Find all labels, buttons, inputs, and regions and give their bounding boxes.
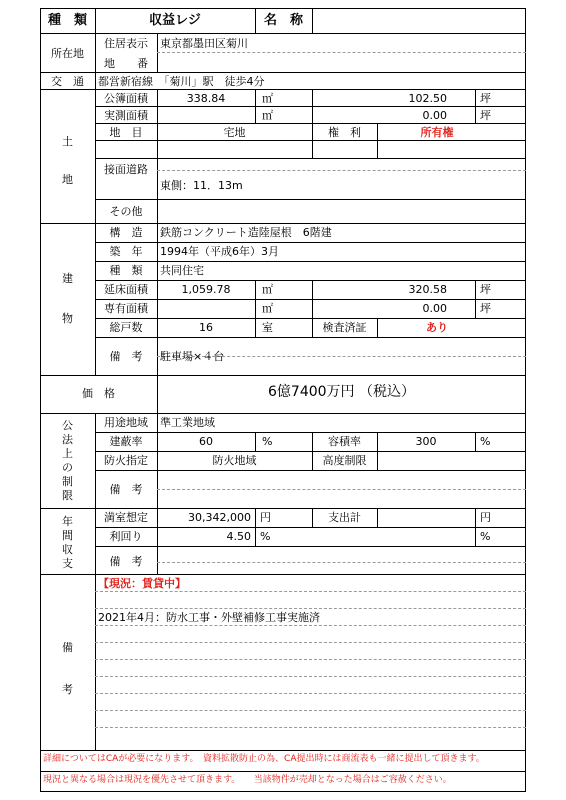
yield-value: 4.50 <box>226 530 251 543</box>
transport-label: 交 通 <box>51 75 84 88</box>
bcr-label: 建蔽率 <box>109 435 143 448</box>
tsubo-unit: 坪 <box>480 302 491 315</box>
full-income-value: 30,342,000 <box>188 511 251 524</box>
m2-unit: ㎡ <box>262 109 273 122</box>
income-section-char-2: 間 <box>62 529 73 542</box>
legal-section-char-5: 制 <box>62 475 73 488</box>
income-section-char-4: 支 <box>62 557 73 570</box>
legal-section-char-1: 公 <box>62 419 73 432</box>
percent-unit: % <box>262 435 273 448</box>
rights-value: 所有権 <box>420 126 454 139</box>
full-income-label: 満室想定 <box>104 511 148 524</box>
yen-unit: 円 <box>480 511 491 524</box>
building-remarks-label: 備 考 <box>109 350 143 363</box>
name-label: 名 称 <box>263 13 303 28</box>
m2-unit: ㎡ <box>262 302 273 315</box>
rights-label: 権 利 <box>328 126 361 139</box>
legal-section-char-6: 限 <box>62 489 73 502</box>
structure-label: 構 造 <box>109 226 143 239</box>
price-label: 価 格 <box>82 387 115 400</box>
building-remarks-value: 駐車場×４台 <box>160 350 225 363</box>
notes-section-char-2: 考 <box>62 683 73 696</box>
building-section-char-2: 物 <box>62 312 73 325</box>
expense-label: 支出計 <box>328 511 361 524</box>
bcr-value: 60 <box>199 435 213 448</box>
yield-label: 利回り <box>109 530 143 543</box>
income-section-char-3: 収 <box>62 543 73 556</box>
category-label: 地 目 <box>109 126 143 139</box>
property-sheet <box>40 8 526 792</box>
tsubo-unit: 坪 <box>480 283 491 296</box>
legal-remarks-label: 備 考 <box>109 483 143 496</box>
m2-unit: ㎡ <box>262 92 273 105</box>
notes-line-2: 2021年4月：防水工事・外壁補修工事実施済 <box>98 611 320 624</box>
building-section-char-1: 建 <box>62 272 73 285</box>
private-area-tsubo: 0.00 <box>422 302 447 315</box>
income-section-char-1: 年 <box>62 515 73 528</box>
notes-status: 【現況：賃貸中】 <box>98 577 186 590</box>
location-label: 所在地 <box>51 47 84 60</box>
far-value: 300 <box>415 435 437 448</box>
land-section-char-2: 地 <box>62 173 73 186</box>
built-label: 築 年 <box>109 245 143 258</box>
inspection-label: 検査済証 <box>322 321 367 334</box>
category-value: 宅地 <box>223 126 246 139</box>
units-value: 16 <box>199 321 213 334</box>
legal-section-char-3: 上 <box>62 447 73 460</box>
address-label: 住居表示 <box>104 37 148 50</box>
legal-section-char-4: の <box>62 461 73 474</box>
percent-unit: % <box>480 530 491 543</box>
legal-section-char-2: 法 <box>62 433 73 446</box>
floor-area-label: 延床面積 <box>104 283 148 296</box>
registered-area-label: 公簿面積 <box>104 92 148 105</box>
built-value: 1994年（平成6年）3月 <box>160 245 279 258</box>
percent-unit: % <box>480 435 491 448</box>
road-label: 接面道路 <box>104 163 148 176</box>
type-label: 種 類 <box>47 13 87 28</box>
measured-area-tsubo: 0.00 <box>422 109 447 122</box>
address-value: 東京都墨田区菊川 <box>160 37 248 50</box>
price-value: 6億7400万円 （税込） <box>268 384 415 400</box>
land-section-char-1: 土 <box>62 135 73 148</box>
floor-area-m2: 1,059.78 <box>181 283 231 296</box>
fire-label: 防火指定 <box>104 454 148 467</box>
floor-area-tsubo: 320.58 <box>408 283 447 296</box>
registered-area-m2: 338.84 <box>186 92 226 105</box>
tsubo-unit: 坪 <box>480 92 491 105</box>
inspection-value: あり <box>426 321 448 334</box>
other-label: その他 <box>109 205 143 218</box>
footer-line-2: 現況と異なる場合は現況を優先させて頂きます。 当該物件が売却となった場合はご容赦ください。 <box>43 775 452 785</box>
far-label: 容積率 <box>328 435 361 448</box>
private-area-label: 専有面積 <box>104 302 148 315</box>
measured-area-label: 実測面積 <box>104 109 148 122</box>
yen-unit: 円 <box>260 511 271 524</box>
units-label: 総戸数 <box>109 321 143 334</box>
registered-area-tsubo: 102.50 <box>408 92 447 105</box>
m2-unit: ㎡ <box>262 283 273 296</box>
type-value: 収益レジ <box>149 13 201 28</box>
road-value: 東側：11．13m <box>160 179 243 192</box>
zoning-value: 準工業地域 <box>160 416 215 429</box>
structure-value: 鉄筋コンクリート造陸屋根 6階建 <box>160 226 332 239</box>
notes-section-char-1: 備 <box>62 641 73 654</box>
lot-label: 地 番 <box>104 57 148 70</box>
fire-value: 防火地域 <box>212 454 257 467</box>
income-remarks-label: 備 考 <box>109 555 143 568</box>
zoning-label: 用途地域 <box>104 416 148 429</box>
tsubo-unit: 坪 <box>480 109 491 122</box>
footer-line-1: 詳細についてはCAが必要になります。 資料拡散防止の為、CA提出時には商流表も一緒に提出して頂きます。 <box>43 754 485 764</box>
kind-value: 共同住宅 <box>160 264 204 277</box>
transport-value: 都営新宿線 「菊川」駅 徒歩4分 <box>98 75 265 88</box>
percent-unit: % <box>260 530 271 543</box>
height-label: 高度制限 <box>322 454 367 467</box>
kind-label: 種 類 <box>109 264 143 277</box>
units-suffix: 室 <box>262 321 273 334</box>
